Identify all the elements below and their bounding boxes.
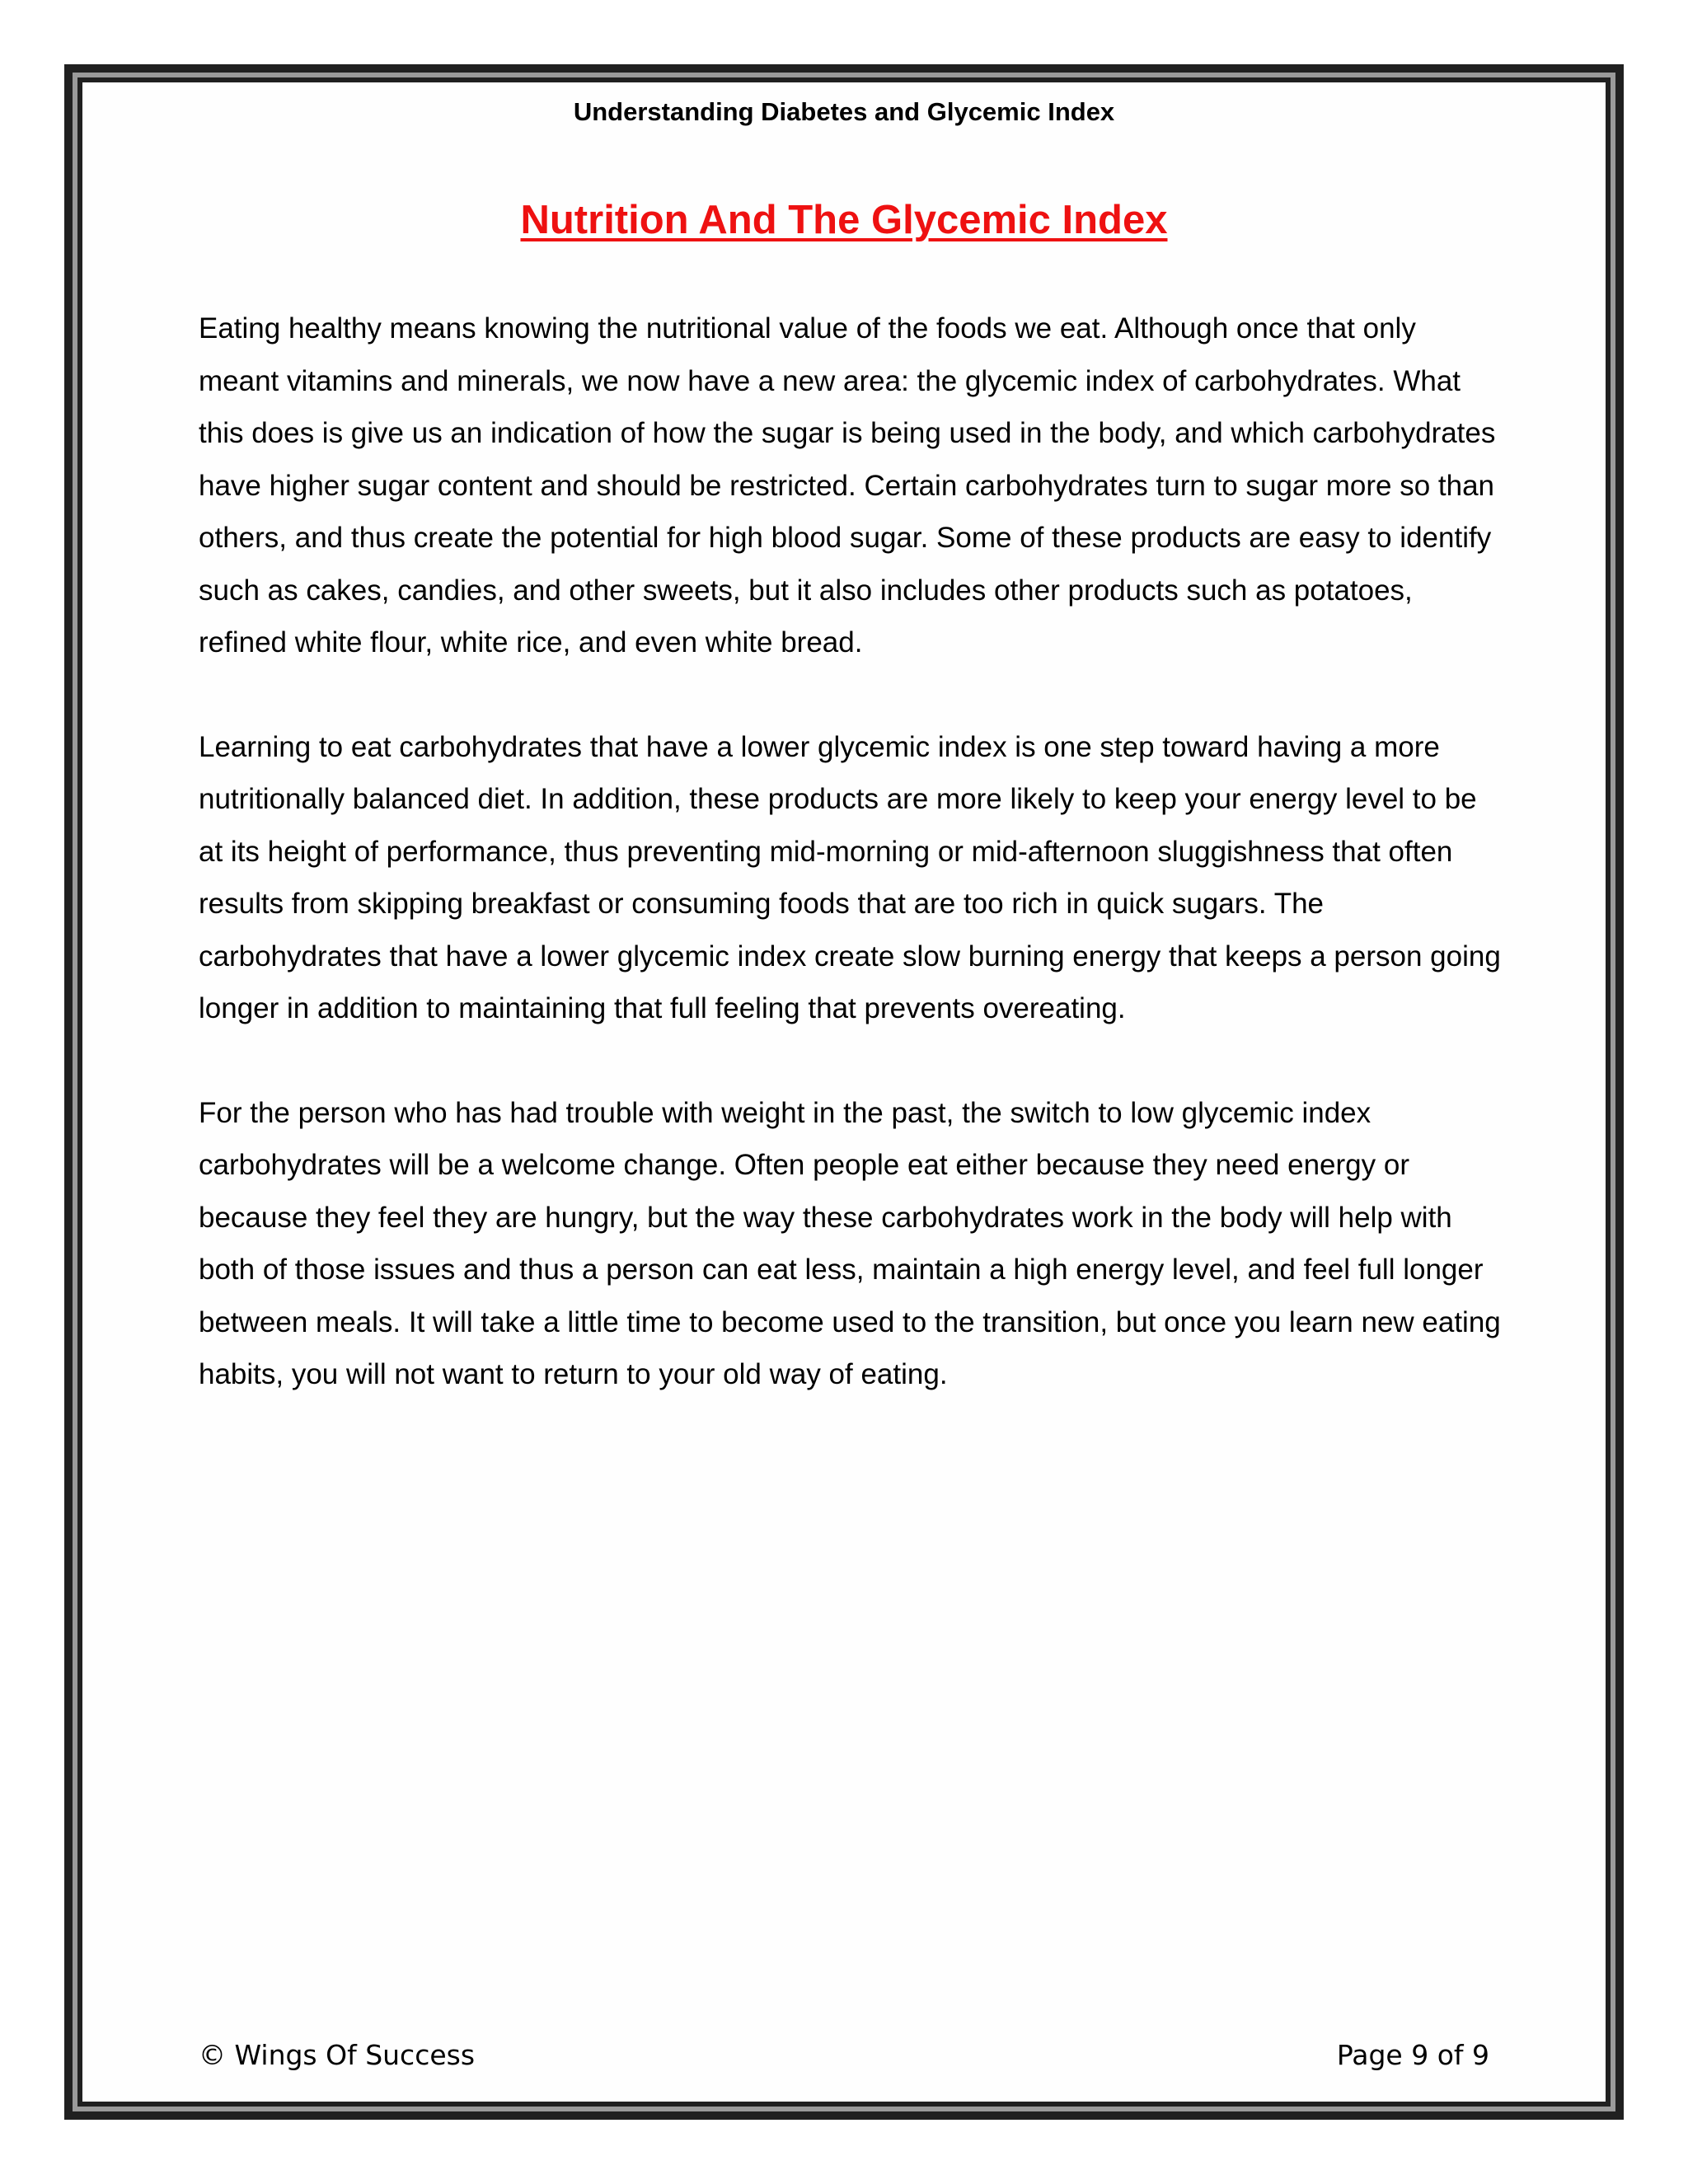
paragraph-1: Eating healthy means knowing the nutritional value of the foods we eat. Although once that only meant vitamins and minerals, we now have a new area: the glycemic index of carbohydrates. What this does is give us an indication of how the sugar is being used in the body, and which carbohydrates have higher sugar content and should be restricted. Certain carbohydrates turn to sugar more so than others, and thus create the potential for high blood sugar. Some of these products are easy to identify such as cakes, candies, and other sweets, but it also includes other products such as potatoes, refined white flour, white rice, and even white bread.: [199, 312, 1496, 658]
document-page: [64, 64, 1624, 2120]
paragraph-3: For the person who has had trouble with weight in the past, the switch to low glycemic index carbohydrates will be a welcome change. Often people eat either because they need energy or because they feel they are hungry, but the way these carbohydrates work in the body will help with both of those issues and thus a person can eat less, maintain a high energy level, and feel full longer between meals. It will take a little time to become used to the transition, but once you learn new eating habits, you will not want to return to your old way of eating.: [199, 1096, 1501, 1390]
page-title: Nutrition And The Glycemic Index: [520, 198, 1168, 242]
body-text: [199, 302, 1501, 1453]
footer-page-number: Page 9 of 9: [1336, 2039, 1489, 2071]
footer-copyright: © Wings Of Success: [199, 2039, 476, 2071]
paragraph-2: Learning to eat carbohydrates that have a lower glycemic index is one step toward having a more nutritionally balanced diet. In addition, these products are more likely to keep your energy level to be at its height of performance, thus preventing mid-morning or mid-afternoon sluggishness that often results from skipping breakfast or consuming foods that are too rich in quick sugars. The carbohydrates that have a lower glycemic index create slow burning energy that keeps a person going longer in addition to maintaining that full feeling that prevents overeating.: [199, 730, 1501, 1024]
running-header: Understanding Diabetes and Glycemic Index: [573, 97, 1115, 126]
